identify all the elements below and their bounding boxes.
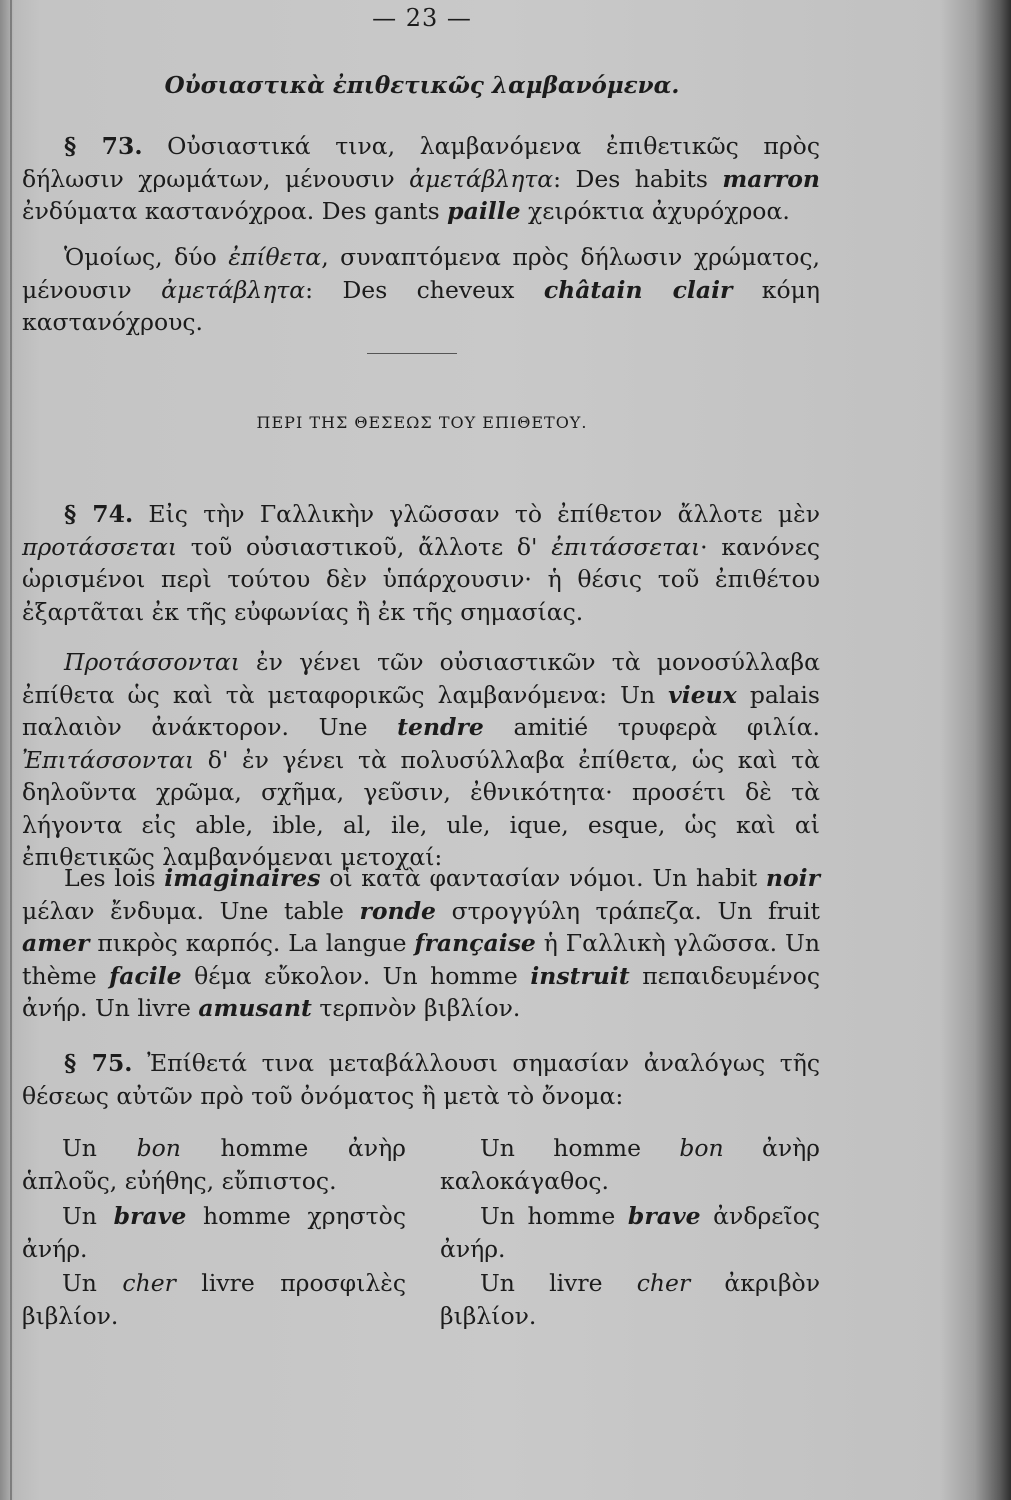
p73b-text-3: , συναπτόμενα πρὸς δήλωσιν χρώματος, μένουσιν bbox=[22, 243, 820, 304]
ex2-left-c: homme χρηστὸς ἀνήρ. bbox=[22, 1202, 406, 1263]
p74-text-3: τοῦ οὐσιαστικοῦ, ἄλλοτε δ' bbox=[177, 532, 552, 561]
p74b-example-vieux: vieux bbox=[668, 680, 737, 709]
p74b-text-2: ἐν γένει τῶν οὐσιαστικῶν τὰ μονοσύλλαβα ἐπίθετα ὡς καὶ τὰ μεταφορικῶς λαμβανόμενα: Un bbox=[22, 648, 820, 709]
ex1-right-a: Un homme bbox=[480, 1134, 680, 1162]
p73b-text-7: κόμη καστανόχρους. bbox=[22, 275, 820, 336]
p73b-text-1: Ὁμοίως, δύο bbox=[64, 243, 229, 271]
p74c-example-amusant: amusant bbox=[198, 994, 312, 1022]
p74c-text-15: πεπαιδευμένος ἀνήρ. Un livre bbox=[22, 961, 820, 1022]
p73b-text-5: : Des cheveux bbox=[305, 275, 544, 304]
p74c-example-facile: facile bbox=[109, 961, 182, 990]
ex3-right-a: Un livre bbox=[480, 1269, 637, 1297]
p73b-text-4: ἀμετάβλητα bbox=[161, 275, 306, 304]
ex3-left-c: livre προσφιλὲς βιβλίον. bbox=[22, 1269, 406, 1330]
margin-rule bbox=[10, 0, 12, 1500]
p74b-text-4: palais παλαιὸν ἀνάκτορον. Une bbox=[22, 680, 820, 741]
ex1-left-c: homme ἀνὴρ ἁπλοῦς, εὐήθης, εὔπιστος. bbox=[22, 1134, 406, 1195]
ex2-right-c: ἀνδρεῖος ἀνήρ. bbox=[440, 1202, 821, 1263]
example-right-1 bbox=[440, 1132, 820, 1198]
separator-rule bbox=[367, 353, 457, 354]
p74b-text-8: δ' ἐν γένει τὰ πολυσύλλαβα ἐπίθετα, ὡς καὶ τὰ δηλοῦντα χρῶμα, σχῆμα, γεῦσιν, ἐθνικότητα· προσέτι δὲ τὰ λήγοντα εἰς able, ible, al, ile, ule, ique, esque, ὡς καὶ αἱ ἐπιθετικῶς λαμβανόμεναι μετοχαί: bbox=[22, 745, 820, 871]
ex2-right-a: Un homme bbox=[480, 1202, 628, 1230]
p73-text-3: : Des habits bbox=[553, 164, 723, 193]
ex1-left-b: bon bbox=[136, 1134, 181, 1162]
ex1-left-a: Un bbox=[62, 1134, 137, 1162]
paragraph-74 bbox=[22, 498, 820, 628]
p74-text-4: ἐπιτάσσεται bbox=[551, 532, 701, 561]
example-left-2 bbox=[22, 1200, 406, 1266]
p74c-text-3: οἱ κατὰ φαντασίαν νόμοι. Un habit bbox=[320, 864, 766, 892]
p73-text-1: Οὐσιαστικά τινα, λαμβανόμενα ἐπιθετικῶς πρὸς δήλωσιν χρωμάτων, μένουσιν bbox=[22, 132, 820, 193]
p74c-text-7: στρογγύλη τράπεζα. Un fruit bbox=[436, 896, 820, 925]
p74c-example-instruit: instruit bbox=[530, 961, 630, 990]
example-right-3 bbox=[440, 1267, 820, 1333]
example-left-1 bbox=[22, 1132, 406, 1198]
p74c-text-1: Les lois bbox=[64, 864, 165, 892]
paragraph-74c bbox=[22, 862, 820, 1025]
paragraph-73 bbox=[22, 130, 820, 228]
paragraph-74b bbox=[22, 646, 820, 874]
p75-text-1: Ἐπίθετά τινα μεταβάλλουσι σημασίαν ἀναλόγως τῆς θέσεως αὐτῶν πρὸ τοῦ ὀνόματος ἢ μετὰ τὸ ὄνομα: bbox=[22, 1049, 820, 1110]
subheading-caps: ΠΕΡΙ ΤΗΣ ΘΕΣΕΩΣ ΤΟΥ ΕΠΙΘΕΤΟΥ. bbox=[256, 413, 588, 432]
section-number-74: § 74. bbox=[64, 500, 134, 528]
ex3-left-b: cher bbox=[122, 1269, 176, 1297]
paragraph-75 bbox=[22, 1047, 820, 1112]
p74b-text-7: Ἐπιτάσσονται bbox=[22, 745, 195, 774]
p74c-text-13: θέμα εὔκολον. Un homme bbox=[181, 961, 531, 990]
paragraph-73b bbox=[22, 241, 820, 339]
p74c-text-9: πικρὸς καρπός. La langue bbox=[89, 929, 415, 957]
p74c-example-francaise: française bbox=[414, 929, 536, 957]
page-number: — 23 — bbox=[372, 4, 472, 32]
p74c-example-ronde: ronde bbox=[359, 896, 437, 925]
p73b-text-2: ἐπίθετα bbox=[228, 243, 322, 271]
example-left-3 bbox=[22, 1267, 406, 1333]
p73-text-5: ἐνδύματα καστανόχροα. Des gants bbox=[22, 197, 448, 225]
p74c-text-5: μέλαν ἔνδυμα. Une table bbox=[22, 896, 360, 925]
ex2-left-a: Un bbox=[62, 1202, 114, 1230]
p74c-text-11: ἡ Γαλλικὴ γλῶσσα. Un thème bbox=[22, 929, 820, 990]
ex3-right-b: cher bbox=[636, 1269, 691, 1297]
p74c-example-noir: noir bbox=[765, 864, 820, 892]
example-right-2 bbox=[440, 1200, 820, 1266]
p73-example-paille: paille bbox=[447, 197, 521, 225]
p74-text-1: Εἰς τὴν Γαλλικὴν γλῶσσαν τὸ ἐπίθετον ἄλλοτε μὲν bbox=[133, 500, 820, 528]
ex2-left-b: brave bbox=[113, 1202, 187, 1230]
p74b-text-6: amitié τρυφερὰ φιλία. bbox=[483, 713, 820, 741]
p74c-example-amer: amer bbox=[22, 929, 90, 957]
p74b-example-tendre: tendre bbox=[397, 713, 484, 741]
p74c-text-17: τερπνὸν βιβλίον. bbox=[311, 994, 521, 1022]
p73-text-7: χειρόκτια ἀχυρόχροα. bbox=[520, 197, 790, 225]
p73-text-2: ἀμετάβλητα bbox=[409, 164, 554, 193]
ex1-right-b: bon bbox=[679, 1134, 724, 1162]
p74-text-2: προτάσσεται bbox=[22, 532, 178, 561]
ex1-right-c: ἀνὴρ καλοκάγαθος. bbox=[440, 1134, 820, 1195]
p73b-example-chatain: châtain clair bbox=[543, 275, 733, 304]
p74c-example-imaginaires: imaginaires bbox=[164, 864, 321, 892]
p73-example-marron: marron bbox=[722, 164, 820, 193]
ex2-right-b: brave bbox=[627, 1202, 701, 1230]
section-title: Οὐσιαστικὰ ἐπιθετικῶς λαμβανόμενα. bbox=[164, 72, 680, 99]
p74b-text-1: Προτάσσονται bbox=[64, 648, 240, 676]
ex3-left-a: Un bbox=[62, 1269, 123, 1297]
section-number-75: § 75. bbox=[64, 1049, 133, 1077]
ex3-right-c: ἀκριβὸν βιβλίον. bbox=[440, 1269, 820, 1330]
p74-text-5: · κανόνες ὡρισμένοι περὶ τούτου δὲν ὑπάρχουσιν· ἡ θέσις τοῦ ἐπιθέτου ἐξαρτᾶται ἐκ τῆς εὐφωνίας ἢ ἐκ τῆς σημασίας. bbox=[22, 532, 821, 626]
section-number-73: § 73. bbox=[64, 132, 143, 160]
